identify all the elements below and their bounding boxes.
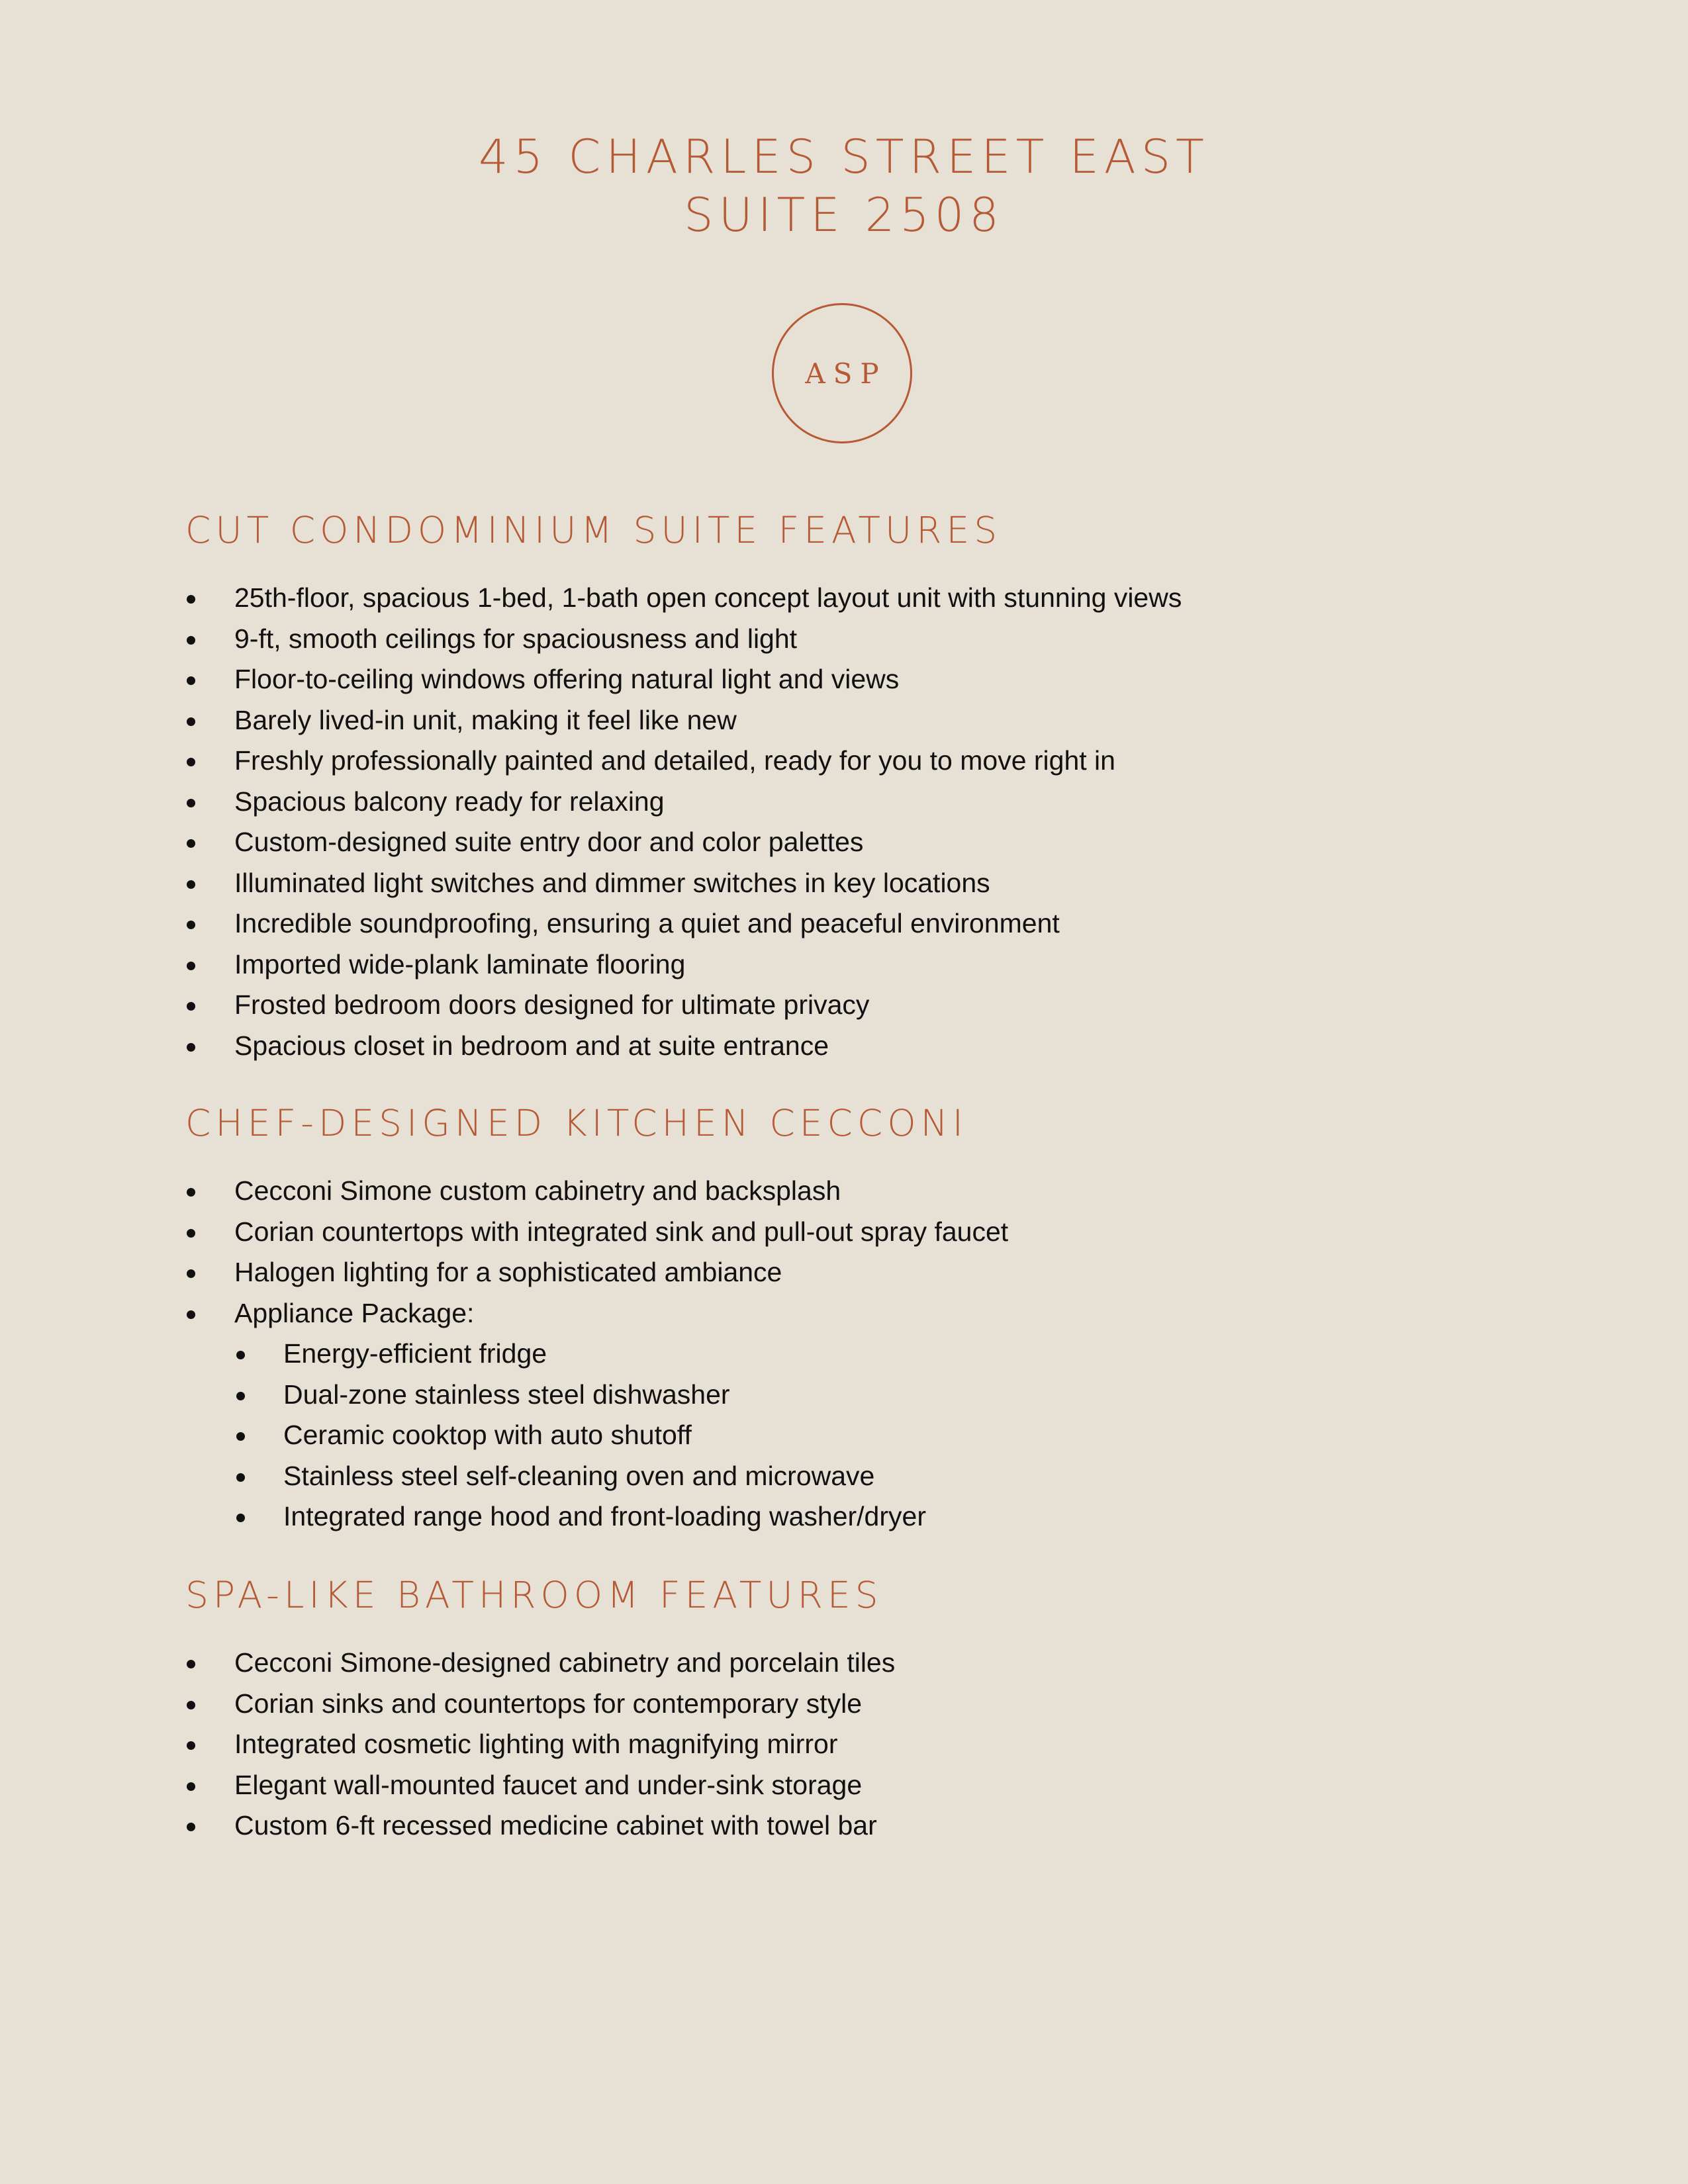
sub-list-item: Energy-efficient fridge: [185, 1334, 1575, 1375]
sub-list-item: Ceramic cooktop with auto shutoff: [185, 1415, 1575, 1456]
suite-features-list: [185, 578, 1575, 1066]
list-item: 25th-floor, spacious 1-bed, 1-bath open concept layout unit with stunning views: [185, 578, 1575, 619]
list-item: Spacious balcony ready for relaxing: [185, 782, 1575, 823]
list-item: Corian countertops with integrated sink and pull-out spray faucet: [185, 1212, 1575, 1253]
page-title-address: 45 CHARLES STREET EAST: [479, 130, 1209, 184]
kitchen-features-list: [185, 1171, 1575, 1537]
sub-list-item: Stainless steel self-cleaning oven and microwave: [185, 1456, 1575, 1497]
list-item: 9-ft, smooth ceilings for spaciousness and light: [185, 619, 1575, 660]
bathroom-features-list: [185, 1643, 1575, 1846]
list-item: Imported wide-plank laminate flooring: [185, 944, 1575, 985]
list-item: Floor-to-ceiling windows offering natural light and views: [185, 659, 1575, 700]
suite-features-section: [185, 509, 1575, 1066]
list-item: Freshly professionally painted and detailed, ready for you to move right in: [185, 741, 1575, 782]
list-item: Elegant wall-mounted faucet and under-sink storage: [185, 1765, 1575, 1806]
kitchen-features-section: [185, 1102, 1575, 1537]
list-item: Halogen lighting for a sophisticated ambiance: [185, 1252, 1575, 1293]
monogram-logo: [772, 303, 912, 443]
monogram-text: ASP: [805, 357, 887, 390]
list-item: Cecconi Simone-designed cabinetry and porcelain tiles: [185, 1643, 1575, 1684]
list-item: Spacious closet in bedroom and at suite entrance: [185, 1026, 1575, 1067]
list-item: Integrated cosmetic lighting with magnifying mirror: [185, 1724, 1575, 1765]
page-title-suite: SUITE 2508: [684, 188, 1004, 242]
list-item: Frosted bedroom doors designed for ultimate privacy: [185, 985, 1575, 1026]
list-item: Custom 6-ft recessed medicine cabinet with towel bar: [185, 1805, 1575, 1846]
list-item: Illuminated light switches and dimmer switches in key locations: [185, 863, 1575, 904]
list-item: Corian sinks and countertops for contemporary style: [185, 1684, 1575, 1725]
list-item: Barely lived-in unit, making it feel like new: [185, 700, 1575, 741]
list-item: Incredible soundproofing, ensuring a quiet and peaceful environment: [185, 903, 1575, 944]
section-heading-suite: CUT CONDOMINIUM SUITE FEATURES: [185, 509, 1002, 551]
list-item-appliance-package: Appliance Package:: [185, 1293, 1575, 1334]
list-item: Custom-designed suite entry door and color palettes: [185, 822, 1575, 863]
list-item: Cecconi Simone custom cabinetry and backsplash: [185, 1171, 1575, 1212]
section-heading-bathroom: SPA-LIKE BATHROOM FEATURES: [185, 1574, 883, 1616]
sub-list-item: Dual-zone stainless steel dishwasher: [185, 1375, 1575, 1416]
bathroom-features-section: [185, 1574, 1575, 1846]
section-heading-kitchen: CHEF-DESIGNED KITCHEN CECCONI: [185, 1102, 968, 1144]
sub-list-item: Integrated range hood and front-loading washer/dryer: [185, 1496, 1575, 1537]
